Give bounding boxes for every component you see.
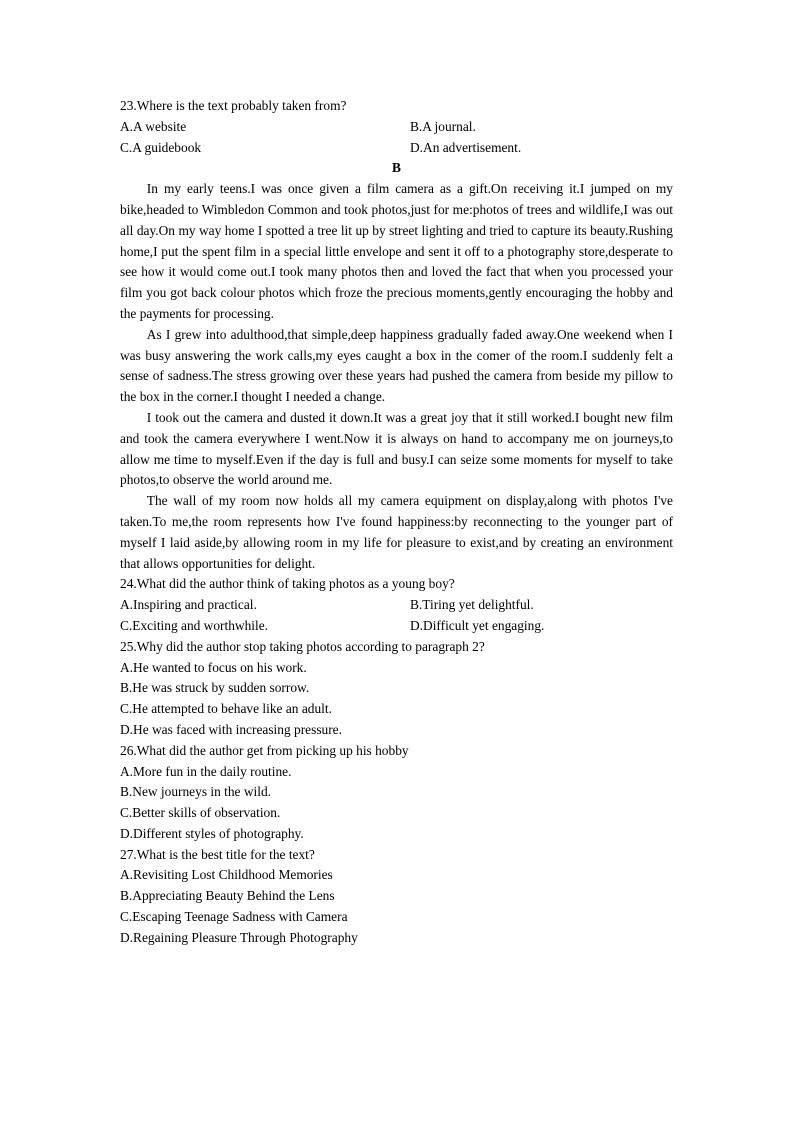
option-row xyxy=(120,595,673,616)
section-heading: B xyxy=(392,160,401,176)
passage-paragraph-1: In my early teens.I was once given a film camera as a gift.On receiving it.I jumped on my bike,headed to Wimbledon Common and took photos,just for me:photos of trees and wildlife,I was out all day.On my way home I spotted a tree lit up by street lighting and tried to capture its beauty.Rushing home,I put the spent film in a special little envelope and sent it off to a photography store,desperate to see how it would come out.I took many photos then and loved the fact that when you processed your film you got back colour photos which froze the precious moments,gently encouraging the hobby and the payments for processing. xyxy=(120,181,673,321)
question-25 xyxy=(120,637,673,741)
option-d: D.Different styles of photography. xyxy=(120,825,304,841)
option-a: A.A website xyxy=(120,118,187,134)
option-row xyxy=(120,616,673,637)
option-b: B.He was struck by sudden sorrow. xyxy=(120,680,310,696)
option-c: C.Better skills of observation. xyxy=(120,805,281,821)
option-d: D.Regaining Pleasure Through Photography xyxy=(120,929,358,945)
option-a: A.He wanted to focus on his work. xyxy=(120,659,307,675)
question-27 xyxy=(120,845,673,949)
option-a: A.Revisiting Lost Childhood Memories xyxy=(120,867,333,883)
option-row xyxy=(120,138,673,159)
question-24 xyxy=(120,574,673,636)
question-23 xyxy=(120,96,673,158)
option-d: D.Difficult yet engaging. xyxy=(410,617,545,633)
option-d: D.An advertisement. xyxy=(410,139,522,155)
option-c: C.A guidebook xyxy=(120,139,202,155)
option-b: B.A journal. xyxy=(410,118,476,134)
option-b: B.New journeys in the wild. xyxy=(120,784,271,800)
exam-page xyxy=(120,96,673,949)
question-stem: 25.Why did the author stop taking photos according to paragraph 2? xyxy=(120,638,485,654)
option-b: B.Appreciating Beauty Behind the Lens xyxy=(120,888,335,904)
option-b: B.Tiring yet delightful. xyxy=(410,597,534,613)
option-a: A.More fun in the daily routine. xyxy=(120,763,292,779)
question-stem: 24.What did the author think of taking photos as a young boy? xyxy=(120,576,455,592)
question-stem: 27.What is the best title for the text? xyxy=(120,846,315,862)
option-c: C.Escaping Teenage Sadness with Camera xyxy=(120,909,348,925)
option-d: D.He was faced with increasing pressure. xyxy=(120,721,342,737)
passage-paragraph-4: The wall of my room now holds all my camera equipment on display,along with photos I've taken.To me,the room represents how I've found happiness:by reconnecting to the younger part of myself I laid aside,by allowing room in my life for pleasure to exist,and by creating an environment that allows opportunities for delight. xyxy=(120,493,673,571)
question-stem: 23.Where is the text probably taken from? xyxy=(120,98,347,113)
reading-passage xyxy=(120,179,673,574)
question-26 xyxy=(120,741,673,845)
option-c: C.He attempted to behave like an adult. xyxy=(120,701,332,717)
option-c: C.Exciting and worthwhile. xyxy=(120,617,269,633)
question-stem: 26.What did the author get from picking up his hobby xyxy=(120,742,409,758)
passage-paragraph-2: As I grew into adulthood,that simple,deep happiness gradually faded away.One weekend when I was busy answering the work calls,my eyes caught a box in the comer of the room.I suddenly felt a sense of sadness.The stress growing over these years had pushed the camera from beside my pillow to the box in the corner.I thought I needed a change. xyxy=(120,326,673,405)
option-row xyxy=(120,117,673,138)
option-a: A.Inspiring and practical. xyxy=(120,597,257,613)
passage-paragraph-3: I took out the camera and dusted it down.It was a great joy that it still worked.I bought new film and took the camera everywhere I went.Now it is always on hand to accompany me on journeys,to allow me time to myself.Even if the day is full and busy.I can seize some moments for myself to take photos,to observe the world around me. xyxy=(120,409,673,488)
